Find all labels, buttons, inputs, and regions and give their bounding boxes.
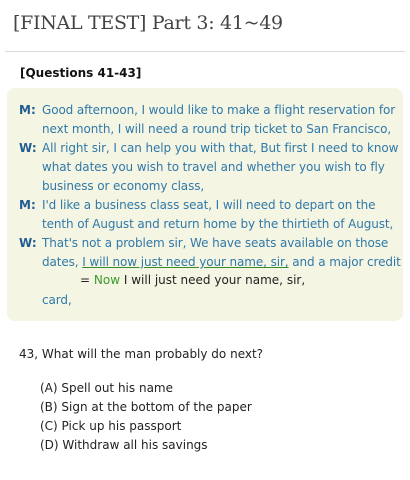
answer-option-c[interactable]: (C) Pick up his passport — [40, 419, 182, 433]
equals-sign: = — [80, 273, 91, 287]
question-text: 43, What will the man probably do next? — [19, 347, 264, 361]
speaker-label-woman: W: — [19, 141, 37, 155]
correction-note — [80, 273, 305, 287]
dialogue-line: tenth of August and return home by the thirtieth of August, — [42, 217, 394, 231]
speaker-label-man: M: — [19, 103, 36, 117]
page-title: [FINAL TEST] Part 3: 41~49 — [13, 12, 283, 34]
dialogue-line: what dates you wish to travel and whether you wish to fly — [42, 160, 385, 174]
correction-highlight: Now — [93, 273, 121, 287]
dialogue-line: I'd like a business class seat, I will need to depart on the — [42, 198, 376, 212]
correction-text: I will just need your name, sir, — [123, 273, 306, 287]
speaker-label-woman: W: — [19, 236, 37, 250]
underlined-phrase: I will now just need your name, sir, — [82, 255, 289, 269]
dialogue-line: All right sir, I can help you with that, But first I need to know — [42, 141, 399, 155]
dialogue-line — [42, 255, 401, 269]
answer-option-b[interactable]: (B) Sign at the bottom of the paper — [40, 400, 252, 414]
dialogue-line: That's not a problem sir, We have seats available on those — [42, 236, 389, 250]
dialogue-fragment: dates, — [42, 255, 79, 269]
dialogue-fragment: and a major credit — [292, 255, 401, 269]
section-heading: [Questions 41-43] — [20, 66, 142, 80]
answer-option-d[interactable]: (D) Withdraw all his savings — [40, 438, 208, 452]
dialogue-line: Good afternoon, I would like to make a flight reservation for — [42, 103, 396, 117]
dialogue-line: card, — [42, 293, 72, 307]
dialogue-line: next month, I will need a round trip ticket to San Francisco, — [42, 122, 392, 136]
answer-option-a[interactable]: (A) Spell out his name — [40, 381, 173, 395]
dialogue-line: business or economy class, — [42, 179, 205, 193]
speaker-label-man: M: — [19, 198, 36, 212]
title-divider — [5, 51, 405, 52]
